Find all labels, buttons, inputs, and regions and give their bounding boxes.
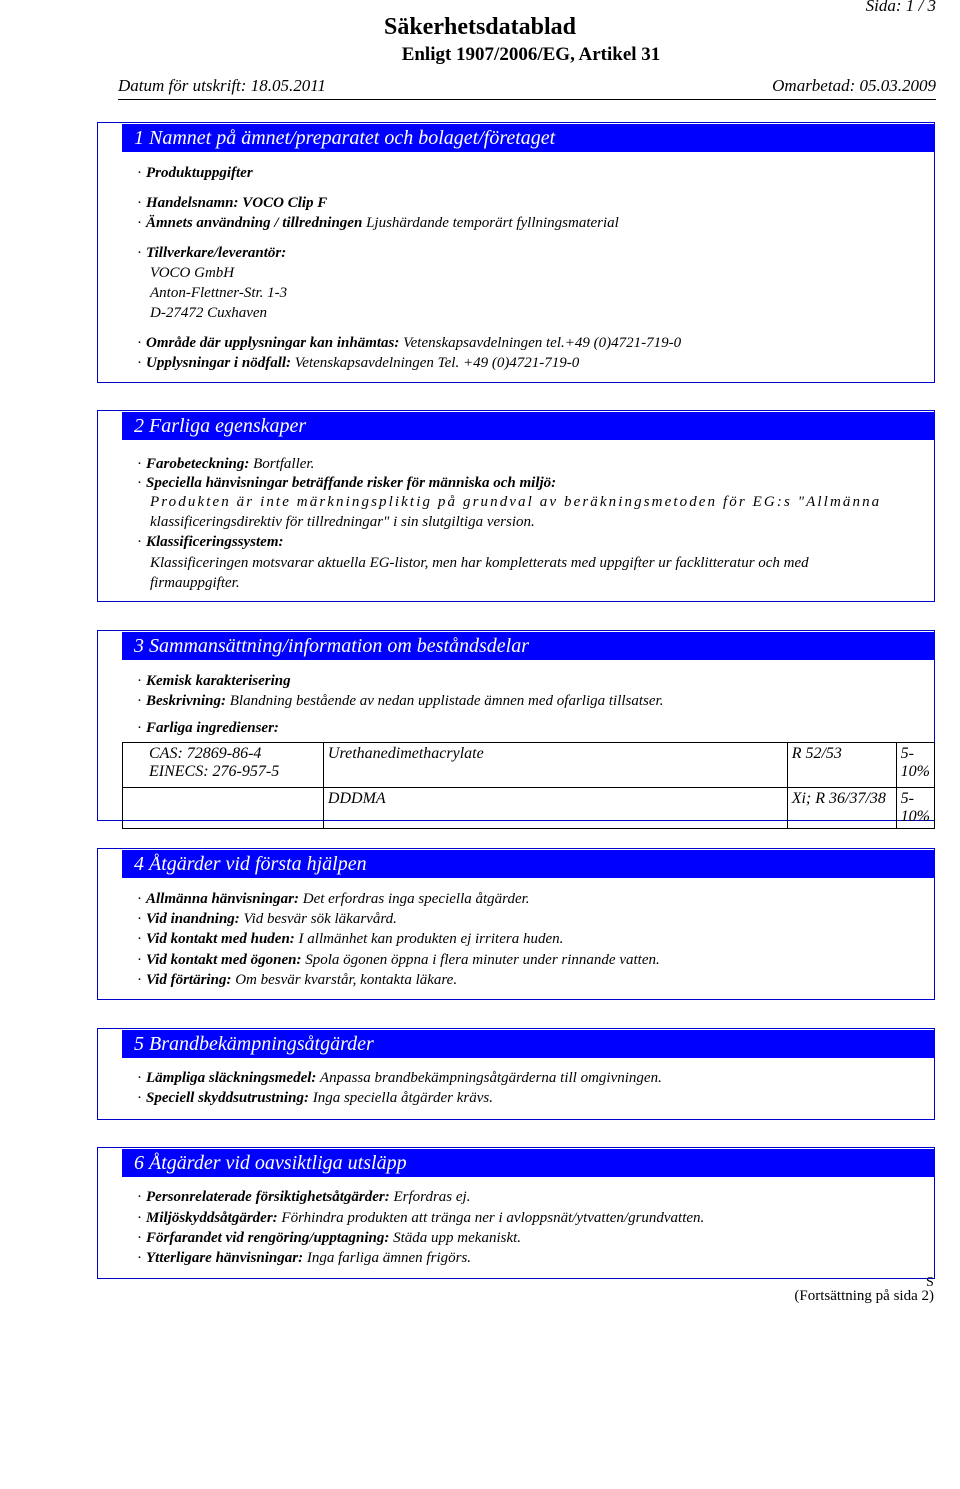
- release-value: Erfordras ej.: [393, 1189, 471, 1205]
- first-aid-value: Vid besvär sök läkarvård.: [243, 911, 397, 927]
- risk-notes: [137, 475, 556, 492]
- ingredient-id: [123, 743, 324, 788]
- table-row: [123, 743, 935, 788]
- first-aid-item: [137, 972, 457, 989]
- release-item: [137, 1250, 471, 1267]
- first-aid-item: [137, 911, 397, 928]
- usage: [137, 215, 619, 232]
- print-date: Datum för utskrift: 18.05.2011: [118, 76, 326, 95]
- ingredient-r-phrase: Xi; R 36/37/38: [787, 788, 896, 829]
- usage-label: Ämnets användning / tillredningen: [146, 215, 363, 231]
- ingredient-id: [123, 788, 324, 829]
- company-city: D-27472 Cuxhaven: [150, 305, 268, 321]
- release-value: Inga farliga ämnen frigörs.: [306, 1250, 472, 1266]
- section-2-heading: 2 Farliga egenskaper: [122, 412, 935, 440]
- first-aid-value: I allmänhet kan produkten ej irritera huden.: [298, 931, 564, 947]
- first-aid-item: [137, 891, 530, 908]
- risk-notes-label: Speciella hänvisningar beträffande risker för människa och miljö:: [146, 475, 557, 491]
- firefighting-label: Speciell skyddsutrustning:: [146, 1090, 309, 1106]
- section-4-heading: 4 Åtgärder vid första hjälpen: [122, 850, 935, 878]
- risk-notes-text-1: Produkten är inte märkningspliktig på grundval av beräkningsmetoden för EG:s "Allmänna: [150, 494, 882, 510]
- release-item: [137, 1230, 521, 1247]
- cas-number: CAS: 72869-86-4: [149, 745, 262, 762]
- page-number: Sida: 1 / 3: [865, 0, 936, 15]
- first-aid-value: Det erfordras inga speciella åtgärder.: [302, 891, 530, 907]
- trade-name: [137, 195, 327, 212]
- release-label: Miljöskyddsåtgärder:: [146, 1210, 278, 1226]
- firefighting-value: Anpassa brandbekämpningsåtgärderna till omgivningen.: [319, 1070, 662, 1086]
- release-label: Personrelaterade försiktighetsåtgärder:: [146, 1189, 390, 1205]
- first-aid-value: Om besvär kvarstår, kontakta läkare.: [235, 972, 458, 988]
- section-6-heading: 6 Åtgärder vid oavsiktliga utsläpp: [122, 1149, 935, 1177]
- release-item: [137, 1210, 704, 1227]
- firefighting-item: [137, 1070, 662, 1087]
- classification-text-1: Klassificeringen motsvarar aktuella EG-listor, men har kompletterats med uppgifter ur facklitteratur och med: [150, 555, 809, 571]
- section-5-heading: 5 Brandbekämpningsåtgärder: [122, 1030, 935, 1058]
- footer-marker: S: [926, 1275, 934, 1290]
- info-value: Vetenskapsavdelningen tel.+49 (0)4721-719-0: [403, 335, 682, 351]
- manufacturer: [137, 245, 286, 262]
- first-aid-label: Vid förtäring:: [146, 972, 232, 988]
- document-subtitle: Enligt 1907/2006/EG, Artikel 31: [401, 44, 661, 65]
- emergency-label: Upplysningar i nödfall:: [146, 355, 292, 371]
- ingredient-name: Urethanedimethacrylate: [323, 743, 787, 788]
- info-contact: [137, 335, 681, 352]
- usage-value: Ljushärdande temporärt fyllningsmaterial: [366, 215, 619, 231]
- release-label: Förfarandet vid rengöring/upptagning:: [146, 1230, 390, 1246]
- first-aid-item: [137, 931, 563, 948]
- firefighting-item: [137, 1090, 493, 1107]
- info-label: Område där upplysningar kan inhämtas:: [146, 335, 400, 351]
- emergency-value: Vetenskapsavdelningen Tel. +49 (0)4721-719-0: [294, 355, 580, 371]
- section-3-heading: 3 Sammansättning/information om beståndsdelar: [122, 632, 935, 660]
- company-name: VOCO GmbH: [150, 265, 235, 281]
- ingredient-r-phrase: R 52/53: [787, 743, 896, 788]
- classification-text-2: firmauppgifter.: [150, 575, 240, 591]
- risk-notes-text-2: klassificeringsdirektiv för tillredningar" i sin slutgiltiga version.: [150, 514, 535, 530]
- trade-name-text: Handelsnamn: VOCO Clip F: [146, 195, 328, 211]
- firefighting-label: Lämpliga släckningsmedel:: [146, 1070, 317, 1086]
- emergency-contact: [137, 355, 579, 372]
- classification-system: [137, 534, 284, 551]
- product-info-text: Produktuppgifter: [146, 165, 253, 181]
- revision-date: Omarbetad: 05.03.2009: [772, 76, 936, 95]
- firefighting-value: Inga speciella åtgärder krävs.: [312, 1090, 493, 1106]
- company-street: Anton-Flettner-Str. 1-3: [150, 285, 288, 301]
- document-title: Säkerhetsdatablad: [383, 14, 577, 40]
- continuation-note: (Fortsättning på sida 2): [794, 1288, 934, 1304]
- ingredient-name: DDDMA: [323, 788, 787, 829]
- hazard-designation: [137, 456, 314, 473]
- classification-label: Klassificeringssystem:: [146, 534, 284, 550]
- first-aid-item: [137, 952, 660, 969]
- description-label: Beskrivning:: [146, 693, 227, 709]
- einecs-number: EINECS: 276-957-5: [149, 763, 280, 780]
- ingredients-label: [137, 720, 279, 737]
- chem-label: Kemisk karakterisering: [146, 673, 291, 689]
- release-item: [137, 1189, 470, 1206]
- manufacturer-label: Tillverkare/leverantör:: [146, 245, 287, 261]
- table-row: [123, 788, 935, 829]
- first-aid-label: Vid inandning:: [146, 911, 240, 927]
- hazard-value: Bortfaller.: [253, 456, 315, 472]
- release-label: Ytterligare hänvisningar:: [146, 1250, 304, 1266]
- product-info-label: [137, 165, 253, 182]
- description-value: Blandning bestående av nedan upplistade ämnen med ofarliga tillsatser.: [229, 693, 664, 709]
- release-value: Förhindra produkten att tränga ner i avloppsnät/ytvatten/grundvatten.: [281, 1210, 705, 1226]
- first-aid-label: Allmänna hänvisningar:: [146, 891, 299, 907]
- release-value: Städa upp mekaniskt.: [393, 1230, 522, 1246]
- ingredients-table: [122, 742, 935, 829]
- first-aid-label: Vid kontakt med huden:: [146, 931, 295, 947]
- description: [137, 693, 663, 710]
- first-aid-label: Vid kontakt med ögonen:: [146, 952, 302, 968]
- first-aid-value: Spola ögonen öppna i flera minuter under rinnande vatten.: [305, 952, 660, 968]
- chemical-characterisation: [137, 673, 291, 690]
- ingredients-label-text: Farliga ingredienser:: [146, 720, 279, 736]
- section-1-heading: 1 Namnet på ämnet/preparatet och bolaget/företaget: [122, 124, 935, 152]
- hazard-label: Farobeteckning:: [146, 456, 250, 472]
- ingredient-percent: 5-10%: [896, 743, 934, 788]
- header-rule: [118, 99, 936, 100]
- ingredient-percent: 5-10%: [896, 788, 934, 829]
